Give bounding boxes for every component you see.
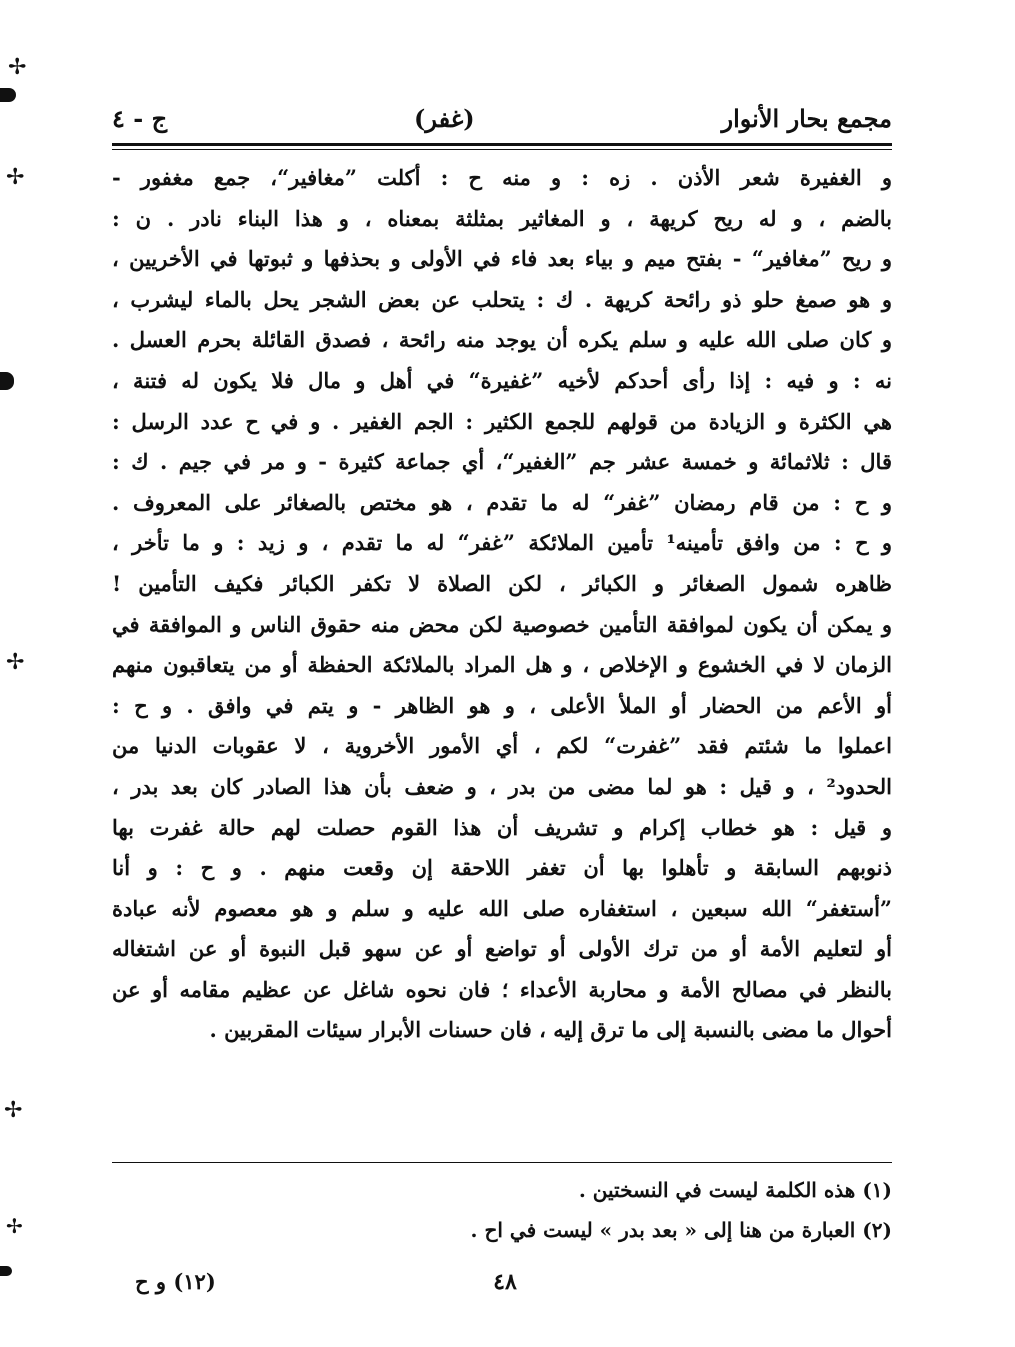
text-line: و الغفيرة شعر الأذن . زه : و منه ح : أكلت ”مغافير“، جمع مغفور - [112, 165, 892, 190]
footnotes [112, 1170, 892, 1250]
text-line: و قيل : هو خطاب إكرام و تشريف أن هذا القوم حصلت لهم حالة غفرت بها [112, 814, 892, 840]
text-line: قال : ثلاثمائة و خمسة عشر جم ”الغفير“، أي جماعة كثيرة - و مر في جيم . ك : [112, 449, 892, 475]
main-text [112, 158, 892, 1051]
text-line: ظاهره شمول الصغائر و الكبائر ، لكن الصلاة لا تكفر الكبائر فكيف التأمين ! [112, 570, 892, 596]
text-line: ”أستغفر“ الله سبعين ، استغفاره صلى الله عليه و سلم و هو معصوم لأنه عبادة [112, 895, 892, 921]
text-line: و ح : من قام رمضان ”غفر“ له ما تقدم ، هو مختص بالصغائر على المعروف . [112, 489, 892, 515]
text-line: و هو صمغ حلو ذو رائحة كريهة . ك : يتحلب عن بعض الشجر يحل بالماء ليشرب ، [112, 286, 892, 312]
margin-mark [0, 1266, 12, 1276]
text-line: نه : و فيه : إذا رأى أحدكم لأخيه ”غفيرة“ في أهل و مال فلا يكون له فتنة ، [112, 367, 892, 393]
text-line: و كان صلى الله عليه و سلم يكره أن يوجد منه رائحة ، فصدق القائلة بحرم العسل . [112, 327, 892, 353]
text-line: الحدود² ، و قيل : هو لما مضى من بدر ، و ضعف بأن هذا الصادر كان بعد بدر ، [112, 773, 892, 799]
entry-word: (غفر) [413, 103, 475, 133]
text-line: و ريح ”مغافير“ - بفتح ميم و بياء بعد فاء في الأولى و بحذفها و ثبوتها في الأخريين ، [112, 246, 892, 272]
footnote: (١) هذه الكلمة ليست في النسختين . [578, 1178, 892, 1202]
footnote: (٢) العبارة من هنا إلى « بعد بدر » ليست في اح . [470, 1218, 892, 1242]
page-number: ٤٨ [493, 1269, 517, 1295]
text-line: أو الأعم من الحضار أو الملأ الأعلى ، و هو الظاهر - و يتم في وافق . و ح : [112, 692, 892, 718]
text-line: اعملوا ما شئتم فقد ”غفرت“ لكم ، أي الأمور الأخروية ، لا عقوبات الدنيا من [112, 733, 892, 759]
header-rule-thick [112, 143, 892, 146]
margin-mark: ✢ [6, 1214, 23, 1238]
text-line: بالنظر في مصالح الأمة و محاربة الأعداء ؛ فان نحوه شاغل عن عظيم مقامه أو عن [112, 976, 892, 1002]
margin-mark: ✢ [6, 165, 25, 190]
text-line: و ح : من وافق تأمينه¹ تأمين الملائكة ”غفر“ له ما تقدم ، و زيد : و ما تأخر ، [112, 530, 892, 556]
margin-mark: ✢ [6, 650, 25, 675]
book-title: مجمع بحار الأنوار [721, 103, 892, 133]
margin-mark [0, 88, 16, 102]
margin-mark: ✢ [8, 55, 27, 80]
margin-mark: ✢ [4, 1098, 23, 1123]
text-line: و يمكن أن يكون لموافقة التأمين خصوصية لكن محض منه حقوق الناس و الموافقة في [112, 611, 892, 637]
volume-number: ج - ٤ [112, 103, 168, 133]
footnote-rule [112, 1162, 892, 1163]
header-rule-thin [112, 149, 892, 150]
text-line: ذنوبهم السابقة و تأهلوا بها أن تغفر اللاحقة إن وقعت منهم . و ح : و أنا [112, 855, 892, 881]
text-line: أو لتعليم الأمة أو من ترك الأولى أو تواضع أو عن سهو قبل النبوة أو عن اشتغاله [112, 936, 892, 962]
text-line: بالضم ، و له ريح كريهة ، و المغاثير بمثلثة بمعناه ، و هذا البناء نادر . ن : [112, 205, 892, 231]
text-line: أحوال ما مضى بالنسبة إلى ما ترق إليه ، فان حسنات الأبرار سيئات المقربين . [209, 1017, 892, 1043]
text-line: هي الكثرة و الزيادة من قولهم للجمع الكثير : الجم الغفير . و في ح عدد الرسل : [112, 408, 892, 434]
margin-mark [0, 372, 14, 390]
printer-signature: (١٢) و ح [135, 1269, 216, 1294]
running-header [112, 96, 892, 140]
text-line: الزمان لا في الخشوع و الإخلاص ، و هل المراد بالملائكة الحفظة أو من يتعاقبون منهم [112, 652, 892, 678]
